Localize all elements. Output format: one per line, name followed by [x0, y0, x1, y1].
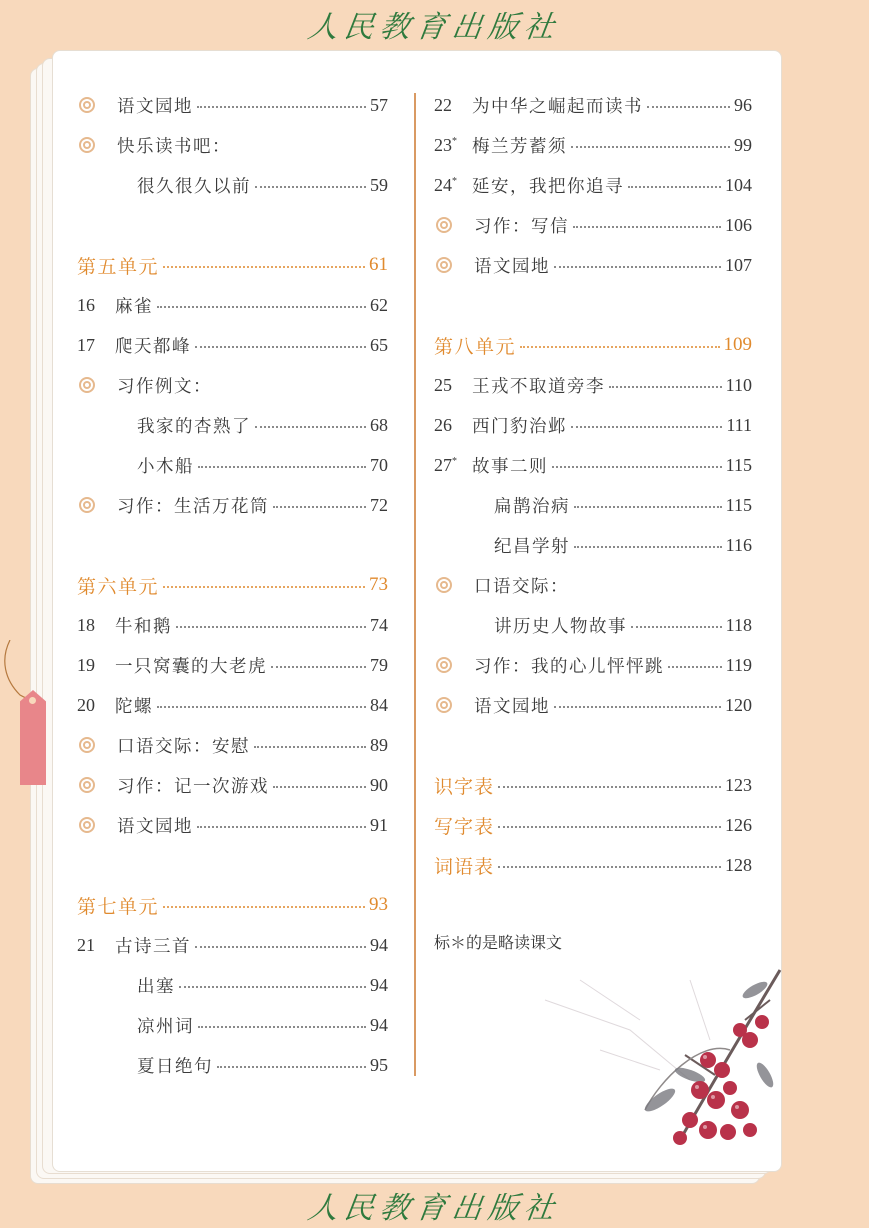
circle-bullet-icon	[436, 657, 452, 673]
circle-bullet-icon	[436, 697, 452, 713]
skim-reading-star: *	[452, 135, 457, 147]
toc-entry-lead	[434, 812, 494, 839]
circle-bullet-icon	[79, 777, 95, 793]
dot-leader	[197, 826, 366, 828]
toc-entry-lead	[434, 213, 569, 238]
dot-leader	[195, 346, 366, 348]
entry-title: 讲历史人物故事	[494, 616, 627, 637]
dot-leader	[163, 266, 365, 268]
toc-entry	[434, 609, 752, 641]
dot-leader	[498, 866, 721, 868]
toc-entry	[434, 649, 752, 681]
toc-entry	[434, 489, 752, 521]
dot-leader	[668, 666, 722, 668]
page-number: 74	[370, 614, 388, 635]
page-number: 118	[725, 614, 752, 635]
dot-leader	[157, 706, 366, 708]
toc-entry-lead	[77, 813, 193, 838]
dot-leader	[255, 186, 366, 188]
page-number: 70	[370, 454, 388, 475]
unit-title: 第六单元	[77, 575, 160, 598]
toc-unit-heading	[77, 249, 388, 281]
toc-entry-lead	[434, 493, 570, 518]
circle-bullet-icon	[436, 257, 452, 273]
toc-entry	[77, 609, 388, 641]
unit-title: 第七单元	[77, 895, 160, 918]
dot-leader	[254, 746, 366, 748]
toc-entry	[77, 409, 388, 441]
tag-hole	[29, 697, 36, 704]
page-number: 107	[725, 254, 752, 275]
toc-entry	[434, 169, 752, 201]
entry-title: 我家的杏熟了	[137, 416, 251, 437]
toc-entry-lead	[434, 772, 494, 799]
footnote: 标＊的是略读课文	[434, 933, 563, 952]
dot-leader	[163, 586, 365, 588]
toc-entry-lead	[434, 173, 624, 198]
lesson-number: 23*	[434, 134, 457, 155]
page-number: 65	[370, 334, 388, 355]
toc-entry	[434, 409, 752, 441]
dot-leader	[498, 786, 721, 788]
entry-title: 凉州词	[137, 1016, 194, 1037]
entry-title: 语文园地	[117, 96, 193, 117]
entry-title: 故事二则	[472, 456, 548, 477]
flower-branch-illustration	[540, 960, 790, 1160]
toc-entry	[77, 929, 388, 961]
circle-bullet-icon	[79, 737, 95, 753]
page-number: 72	[370, 494, 388, 515]
toc-entry-lead	[434, 93, 643, 118]
toc-entry	[77, 449, 388, 481]
entry-title: 口语交际：	[474, 576, 569, 597]
dot-leader	[552, 466, 722, 468]
entry-title: 扁鹊治病	[494, 496, 570, 517]
dot-leader	[217, 1066, 366, 1068]
toc-entry-lead	[77, 133, 231, 158]
toc-entry-lead	[434, 653, 664, 678]
toc-unit-heading	[434, 329, 752, 361]
toc-entry	[434, 529, 752, 561]
entry-title: 爬天都峰	[115, 336, 191, 357]
page-number: 57	[370, 94, 388, 115]
toc-entry-lead	[77, 1053, 213, 1078]
toc-entry-lead	[77, 333, 191, 358]
dot-leader	[195, 946, 366, 948]
page-number: 91	[370, 814, 388, 835]
lesson-number: 25	[434, 374, 452, 395]
toc-entry-lead	[434, 253, 550, 278]
entry-title: 口语交际：安慰	[117, 736, 250, 757]
toc-entry-lead	[77, 572, 159, 599]
entry-title: 麻雀	[115, 296, 153, 317]
lesson-number: 18	[77, 614, 95, 635]
entry-title: 习作：我的心儿怦怦跳	[474, 656, 664, 677]
lesson-number: 19	[77, 654, 95, 675]
toc-entry	[77, 769, 388, 801]
column-divider	[414, 93, 416, 1076]
entry-title: 习作：写信	[474, 216, 569, 237]
toc-entry	[434, 369, 752, 401]
entry-title: 王戎不取道旁李	[472, 376, 605, 397]
dot-leader	[198, 466, 366, 468]
toc-entry-lead	[77, 373, 212, 398]
circle-bullet-icon	[436, 577, 452, 593]
toc-entry	[77, 729, 388, 761]
page-number: 99	[734, 134, 752, 155]
circle-bullet-icon	[436, 217, 452, 233]
circle-bullet-icon	[79, 137, 95, 153]
page-number: 110	[725, 374, 752, 395]
page-number: 61	[369, 254, 388, 275]
toc-entry-lead	[77, 252, 159, 279]
entry-title: 词语表	[434, 855, 495, 878]
entry-title: 语文园地	[474, 256, 550, 277]
toc-entry	[77, 289, 388, 321]
page-number: 79	[370, 654, 388, 675]
toc-entry-lead	[434, 693, 550, 718]
toc-entry-lead	[77, 892, 159, 919]
entry-title: 习作：生活万花筒	[117, 496, 269, 517]
toc-entry	[434, 209, 752, 241]
toc-entry	[77, 689, 388, 721]
entry-title: 夏日绝句	[137, 1056, 213, 1077]
toc-entry-lead	[77, 93, 193, 118]
toc-entry	[434, 449, 752, 481]
dot-leader	[554, 706, 721, 708]
toc-entry	[77, 129, 388, 161]
entry-title: 西门豹治邺	[472, 416, 567, 437]
entry-title: 纪昌学射	[494, 536, 570, 557]
toc-entry	[77, 329, 388, 361]
toc-entry-lead	[434, 453, 548, 478]
toc-entry	[434, 249, 752, 281]
toc-entry	[77, 1009, 388, 1041]
toc-entry-lead	[434, 613, 627, 638]
bookmark-tag-icon	[20, 690, 46, 785]
toc-entry-lead	[434, 852, 494, 879]
toc-entry-lead	[434, 413, 567, 438]
entry-title: 陀螺	[115, 696, 153, 717]
dot-leader	[647, 106, 730, 108]
toc-entry-lead	[77, 733, 250, 758]
lesson-number: 21	[77, 934, 95, 955]
circle-bullet-icon	[79, 497, 95, 513]
toc-entry-lead	[77, 1013, 194, 1038]
page-number: 89	[370, 734, 388, 755]
dot-leader	[571, 426, 722, 428]
toc-entry	[434, 849, 752, 881]
entry-title: 牛和鹅	[115, 616, 172, 637]
page-number: 90	[370, 774, 388, 795]
page-number: 123	[725, 774, 752, 795]
entry-title: 习作例文：	[117, 376, 212, 397]
dot-leader	[198, 1026, 366, 1028]
page-number: 115	[725, 494, 752, 515]
dot-leader	[255, 426, 366, 428]
circle-bullet-icon	[79, 377, 95, 393]
page-number: 104	[725, 174, 752, 195]
lesson-number: 27*	[434, 454, 457, 475]
entry-title: 延安，我把你追寻	[472, 176, 624, 197]
page-number: 73	[369, 574, 388, 595]
page-number: 94	[370, 1014, 388, 1035]
dot-leader	[157, 306, 366, 308]
toc-entry-lead	[77, 933, 191, 958]
dot-leader	[197, 106, 366, 108]
entry-title: 梅兰芳蓄须	[472, 136, 567, 157]
lesson-number: 22	[434, 94, 452, 115]
toc-entry-lead	[77, 413, 251, 438]
page-number: 109	[723, 334, 752, 355]
lesson-number: 16	[77, 294, 95, 315]
page-number: 59	[370, 174, 388, 195]
toc-entry-lead	[434, 533, 570, 558]
toc-entry	[77, 169, 388, 201]
toc-entry	[434, 129, 752, 161]
publisher-header: 人民教育出版社	[305, 10, 563, 45]
lesson-number: 24*	[434, 174, 457, 195]
entry-title: 快乐读书吧：	[117, 136, 231, 157]
toc-entry-lead	[77, 613, 172, 638]
toc-entry-lead	[434, 373, 605, 398]
lesson-number: 20	[77, 694, 95, 715]
page-number: 95	[370, 1054, 388, 1075]
circle-bullet-icon	[79, 817, 95, 833]
dot-leader	[498, 826, 721, 828]
skim-reading-star: *	[452, 175, 457, 187]
toc-entry	[77, 1049, 388, 1081]
toc-entry-lead	[434, 332, 516, 359]
page-number: 111	[726, 414, 752, 435]
toc-entry	[77, 89, 388, 121]
toc-entry	[77, 489, 388, 521]
lesson-number: 17	[77, 334, 95, 355]
toc-entry	[434, 569, 752, 601]
page-number: 96	[734, 94, 752, 115]
lesson-number: 26	[434, 414, 452, 435]
page-number: 126	[725, 814, 752, 835]
page-number: 128	[725, 854, 752, 875]
page-number: 116	[725, 534, 752, 555]
dot-leader	[520, 346, 719, 348]
dot-leader	[573, 226, 721, 228]
entry-title: 语文园地	[474, 696, 550, 717]
dot-leader	[179, 986, 366, 988]
toc-entry-lead	[434, 573, 569, 598]
toc-entry-lead	[77, 293, 153, 318]
dot-leader	[176, 626, 366, 628]
skim-reading-star: *	[452, 455, 457, 467]
toc-entry	[77, 369, 388, 401]
page-number: 120	[725, 694, 752, 715]
toc-entry	[77, 809, 388, 841]
entry-title: 习作：记一次游戏	[117, 776, 269, 797]
page-number: 62	[370, 294, 388, 315]
toc-entry-lead	[77, 653, 267, 678]
unit-title: 第八单元	[434, 335, 517, 358]
toc-entry-lead	[434, 133, 567, 158]
toc-entry-lead	[77, 453, 194, 478]
entry-title: 一只窝囊的大老虎	[115, 656, 267, 677]
toc-entry-lead	[77, 693, 153, 718]
page-number: 94	[370, 974, 388, 995]
dot-leader	[609, 386, 722, 388]
toc-unit-heading	[77, 569, 388, 601]
publisher-footer: 人民教育出版社	[305, 1191, 563, 1226]
page-number: 106	[725, 214, 752, 235]
circle-bullet-icon	[79, 97, 95, 113]
entry-title: 小木船	[137, 456, 194, 477]
toc-unit-heading	[77, 889, 388, 921]
toc-entry-lead	[77, 973, 175, 998]
dot-leader	[273, 786, 366, 788]
toc-entry	[434, 809, 752, 841]
dot-leader	[574, 546, 722, 548]
toc-entry	[434, 89, 752, 121]
page-number: 68	[370, 414, 388, 435]
entry-title: 古诗三首	[115, 936, 191, 957]
dot-leader	[571, 146, 730, 148]
dot-leader	[554, 266, 721, 268]
page-number: 94	[370, 934, 388, 955]
entry-title: 写字表	[434, 815, 495, 838]
entry-title: 为中华之崛起而读书	[472, 96, 643, 117]
toc-entry	[434, 689, 752, 721]
toc-entry	[77, 649, 388, 681]
entry-title: 语文园地	[117, 816, 193, 837]
dot-leader	[628, 186, 721, 188]
unit-title: 第五单元	[77, 255, 160, 278]
page-number: 84	[370, 694, 388, 715]
page-number: 93	[369, 894, 388, 915]
entry-title: 很久很久以前	[137, 176, 251, 197]
toc-entry-lead	[77, 493, 269, 518]
entry-title: 识字表	[434, 775, 495, 798]
page-number: 119	[725, 654, 752, 675]
entry-title: 出塞	[137, 976, 175, 997]
dot-leader	[163, 906, 365, 908]
toc-entry-lead	[77, 773, 269, 798]
dot-leader	[574, 506, 722, 508]
dot-leader	[271, 666, 366, 668]
dot-leader	[273, 506, 366, 508]
toc-entry	[434, 769, 752, 801]
dot-leader	[631, 626, 722, 628]
toc-entry	[77, 969, 388, 1001]
toc-entry-lead	[77, 173, 251, 198]
page-number: 115	[725, 454, 752, 475]
